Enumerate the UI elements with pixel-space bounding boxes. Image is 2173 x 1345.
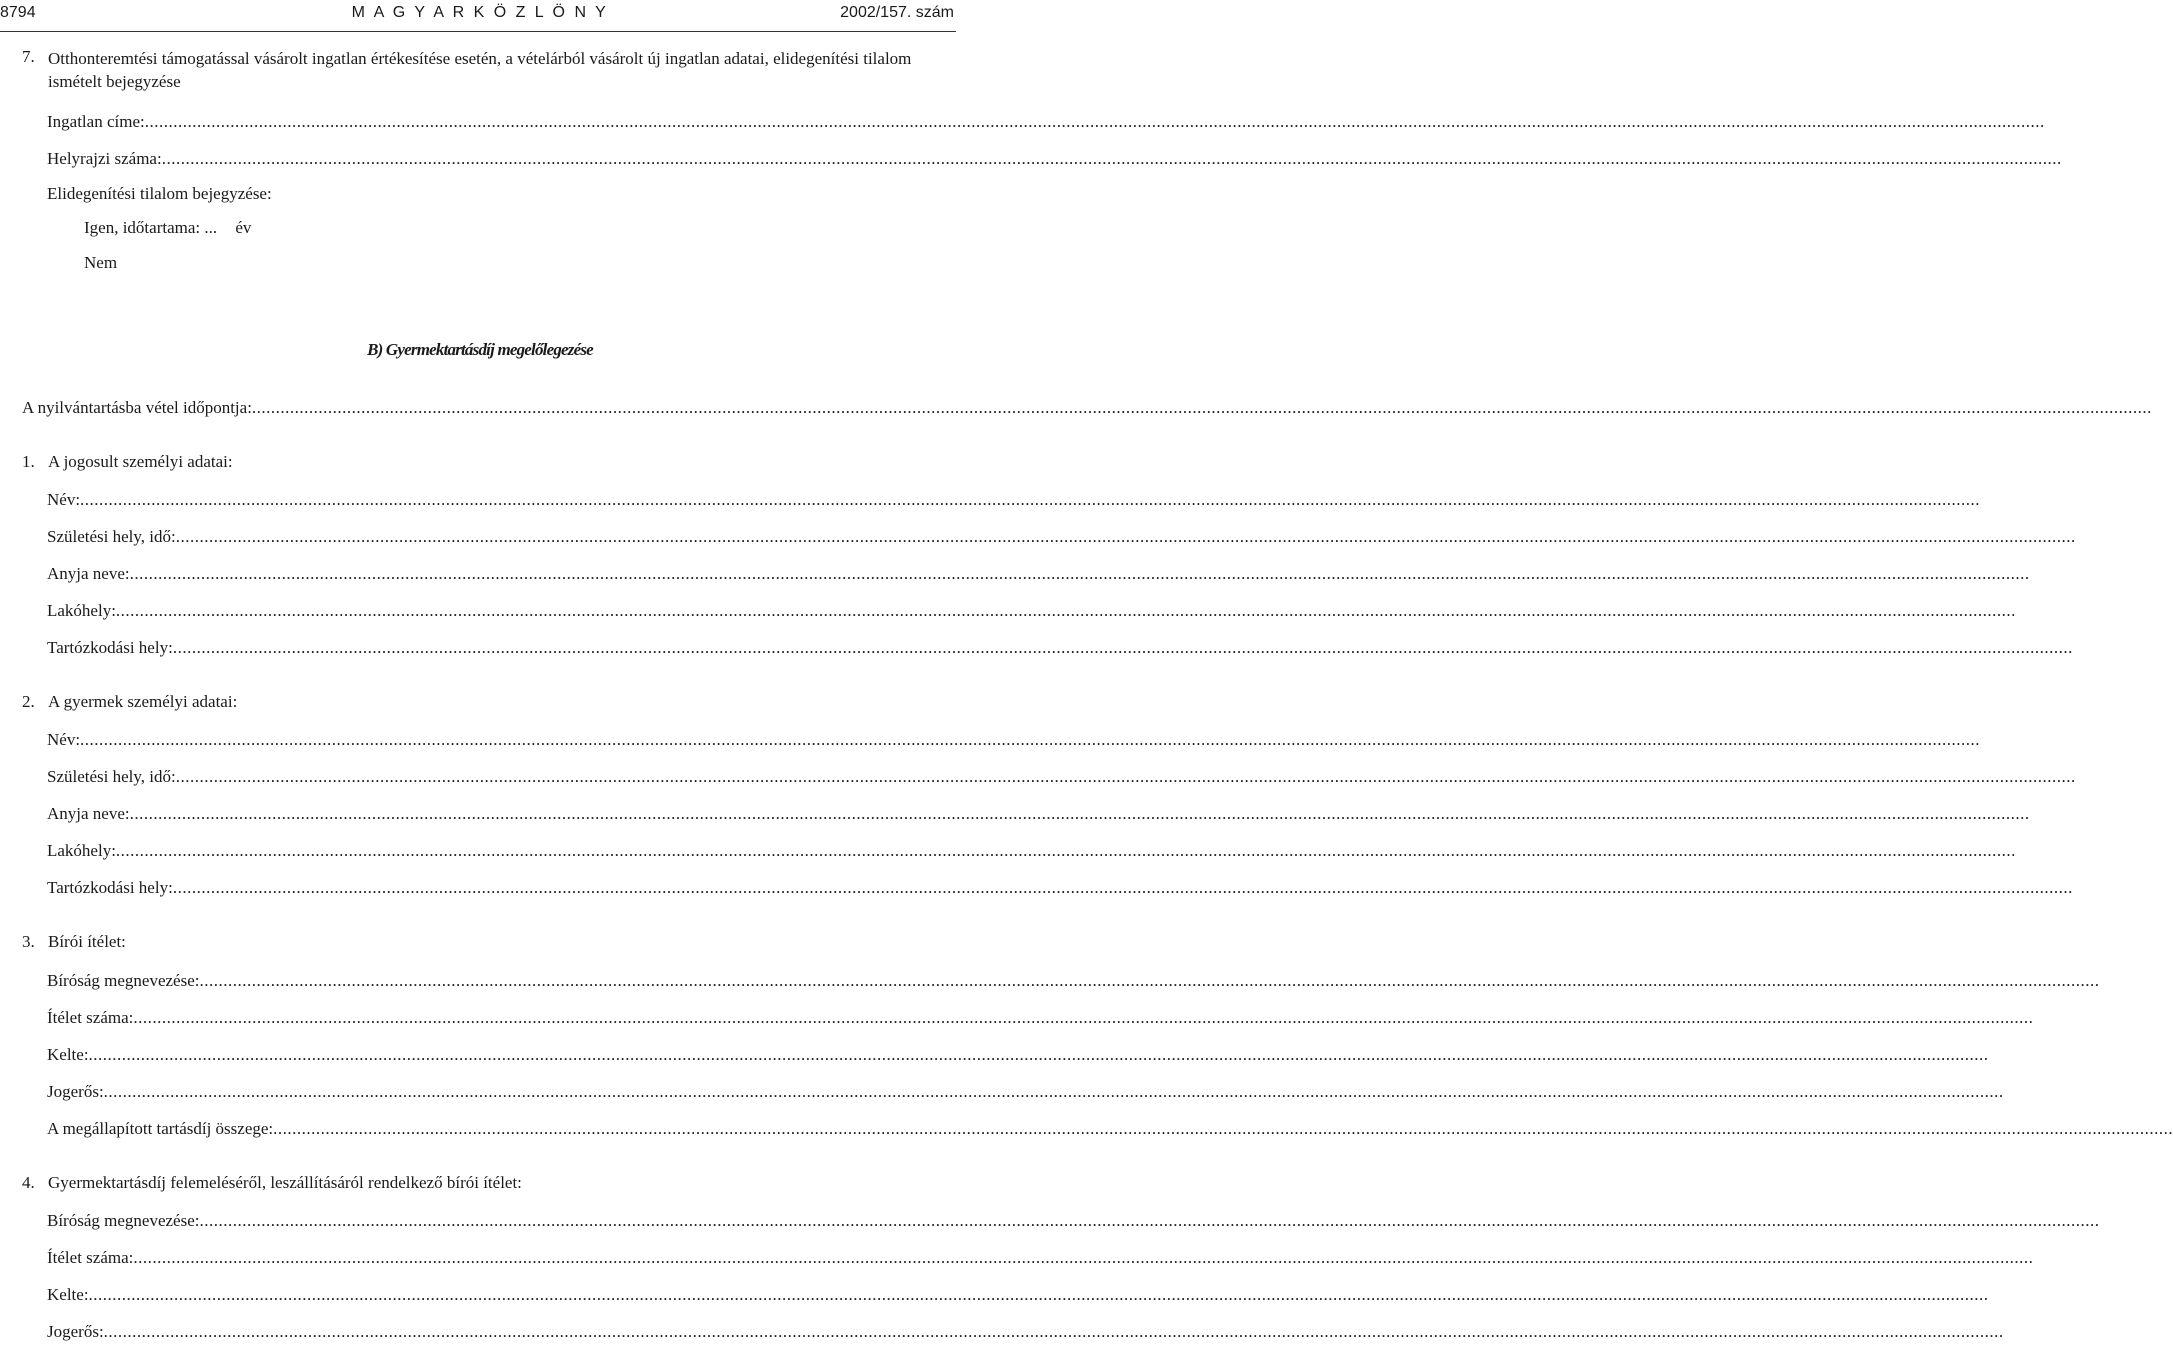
field-label: Név:	[47, 490, 81, 509]
lot-number-field	[47, 149, 2062, 169]
field-row	[47, 564, 2030, 584]
fill-dots: ................................................................................................................................................................................................................................................................................................................................................................................................................	[80, 730, 1981, 749]
part-2-title: A gyermek személyi adatai:	[48, 692, 238, 711]
field-label: Ítélet száma:	[47, 1008, 134, 1027]
fill-dots: ................................................................................................................................................................................................................................................................................................................................................................................................................	[144, 112, 2045, 131]
field-row	[47, 804, 2030, 824]
fill-dots: ................................................................................................................................................................................................................................................................................................................................................................................................................	[251, 398, 2152, 417]
part-2-number: 2.	[22, 692, 35, 711]
lot-number-label: Helyrajzi száma:	[47, 149, 162, 168]
fill-dots: ................................................................................................................................................................................................................................................................................................................................................................................................................	[88, 1285, 1989, 1304]
part-4-title: Gyermektartásdíj felemeléséről, leszállításáról rendelkező bírói ítélet:	[48, 1173, 522, 1192]
header-divider	[0, 31, 956, 32]
fill-dots: ................................................................................................................................................................................................................................................................................................................................................................................................................	[199, 1211, 2100, 1230]
fill-dots: ................................................................................................................................................................................................................................................................................................................................................................................................................	[129, 564, 2030, 583]
fill-dots: ................................................................................................................................................................................................................................................................................................................................................................................................................	[80, 490, 1981, 509]
ban-no-option: Nem	[84, 253, 118, 272]
field-row	[47, 767, 2076, 787]
field-row	[47, 1082, 2004, 1102]
fill-dots: ................................................................................................................................................................................................................................................................................................................................................................................................................	[133, 1008, 2034, 1027]
registration-date-label: A nyilvántartásba vétel időpontja:	[22, 398, 252, 417]
field-label: Jogerős:	[47, 1082, 104, 1101]
field-label: Lakóhely:	[47, 601, 116, 620]
field-label: Ítélet száma:	[47, 1248, 134, 1267]
fill-dots: ................................................................................................................................................................................................................................................................................................................................................................................................................	[273, 1119, 2173, 1138]
page-header	[0, 4, 960, 26]
section-7-title: Otthonteremtési támogatással vásárolt ingatlan értékesítése esetén, a vételárból vásárolt új ingatlan adatai, elidegenítési tilalom ismételt bejegyzése	[48, 49, 912, 91]
field-row	[47, 601, 2016, 621]
registration-date-field	[22, 398, 2152, 418]
field-label: Lakóhely:	[47, 841, 116, 860]
field-row	[47, 730, 1981, 750]
field-label: Anyja neve:	[47, 804, 130, 823]
field-row	[47, 878, 2073, 898]
field-label: Tartózkodási hely:	[47, 878, 173, 897]
field-label: A megállapított tartásdíj összege:	[47, 1119, 274, 1138]
issue-number: 2002/157. szám	[840, 4, 954, 21]
field-row	[47, 841, 2016, 861]
fill-dots: ................................................................................................................................................................................................................................................................................................................................................................................................................	[172, 638, 2073, 657]
ban-label: Elidegenítési tilalom bejegyzése:	[47, 184, 272, 203]
field-row	[47, 971, 2100, 991]
journal-title: M A G Y A R K Ö Z L Ö N Y	[351, 4, 609, 21]
field-label: Anyja neve:	[47, 564, 130, 583]
part-4-number: 4.	[22, 1173, 35, 1192]
page-number: 8794	[0, 4, 36, 21]
fill-dots: ................................................................................................................................................................................................................................................................................................................................................................................................................	[88, 1045, 1989, 1064]
field-row	[47, 1211, 2100, 1231]
section-7-number: 7.	[22, 47, 35, 66]
field-row	[47, 1045, 1989, 1065]
section-b-title: B) Gyermektartásdíj megelőlegezése	[367, 340, 593, 359]
ban-yes-dots: ...	[204, 218, 218, 237]
field-row	[47, 527, 2076, 547]
part-1-title: A jogosult személyi adatai:	[48, 452, 233, 471]
fill-dots: ................................................................................................................................................................................................................................................................................................................................................................................................................	[103, 1082, 2004, 1101]
field-label: Kelte:	[47, 1045, 89, 1064]
fill-dots: ................................................................................................................................................................................................................................................................................................................................................................................................................	[115, 841, 2016, 860]
ban-yes-unit: év	[235, 218, 252, 237]
address-label: Ingatlan címe:	[47, 112, 145, 131]
field-label: Születési hely, idő:	[47, 527, 176, 546]
field-label: Születési hely, idő:	[47, 767, 176, 786]
ban-yes-label: Igen, időtartama:	[84, 218, 201, 237]
field-row	[47, 1322, 2004, 1342]
field-label: Bíróság megnevezése:	[47, 1211, 200, 1230]
ban-yes-option	[84, 218, 251, 238]
field-row	[47, 1119, 2173, 1139]
address-field	[47, 112, 2045, 132]
field-label: Jogerős:	[47, 1322, 104, 1341]
fill-dots: ................................................................................................................................................................................................................................................................................................................................................................................................................	[115, 601, 2016, 620]
field-row	[47, 1285, 1989, 1305]
field-label: Bíróság megnevezése:	[47, 971, 200, 990]
fill-dots: ................................................................................................................................................................................................................................................................................................................................................................................................................	[172, 878, 2073, 897]
fill-dots: ................................................................................................................................................................................................................................................................................................................................................................................................................	[161, 149, 2062, 168]
part-3-number: 3.	[22, 932, 35, 951]
field-row	[47, 1008, 2034, 1028]
field-row	[47, 490, 1981, 510]
fill-dots: ................................................................................................................................................................................................................................................................................................................................................................................................................	[133, 1248, 2034, 1267]
field-label: Tartózkodási hely:	[47, 638, 173, 657]
field-label: Név:	[47, 730, 81, 749]
fill-dots: ................................................................................................................................................................................................................................................................................................................................................................................................................	[175, 767, 2076, 786]
fill-dots: ................................................................................................................................................................................................................................................................................................................................................................................................................	[199, 971, 2100, 990]
field-row	[47, 638, 2073, 658]
part-1-number: 1.	[22, 452, 35, 471]
fill-dots: ................................................................................................................................................................................................................................................................................................................................................................................................................	[175, 527, 2076, 546]
field-label: Kelte:	[47, 1285, 89, 1304]
field-row	[47, 1248, 2034, 1268]
fill-dots: ................................................................................................................................................................................................................................................................................................................................................................................................................	[103, 1322, 2004, 1341]
part-3-title: Bírói ítélet:	[48, 932, 126, 951]
fill-dots: ................................................................................................................................................................................................................................................................................................................................................................................................................	[129, 804, 2030, 823]
